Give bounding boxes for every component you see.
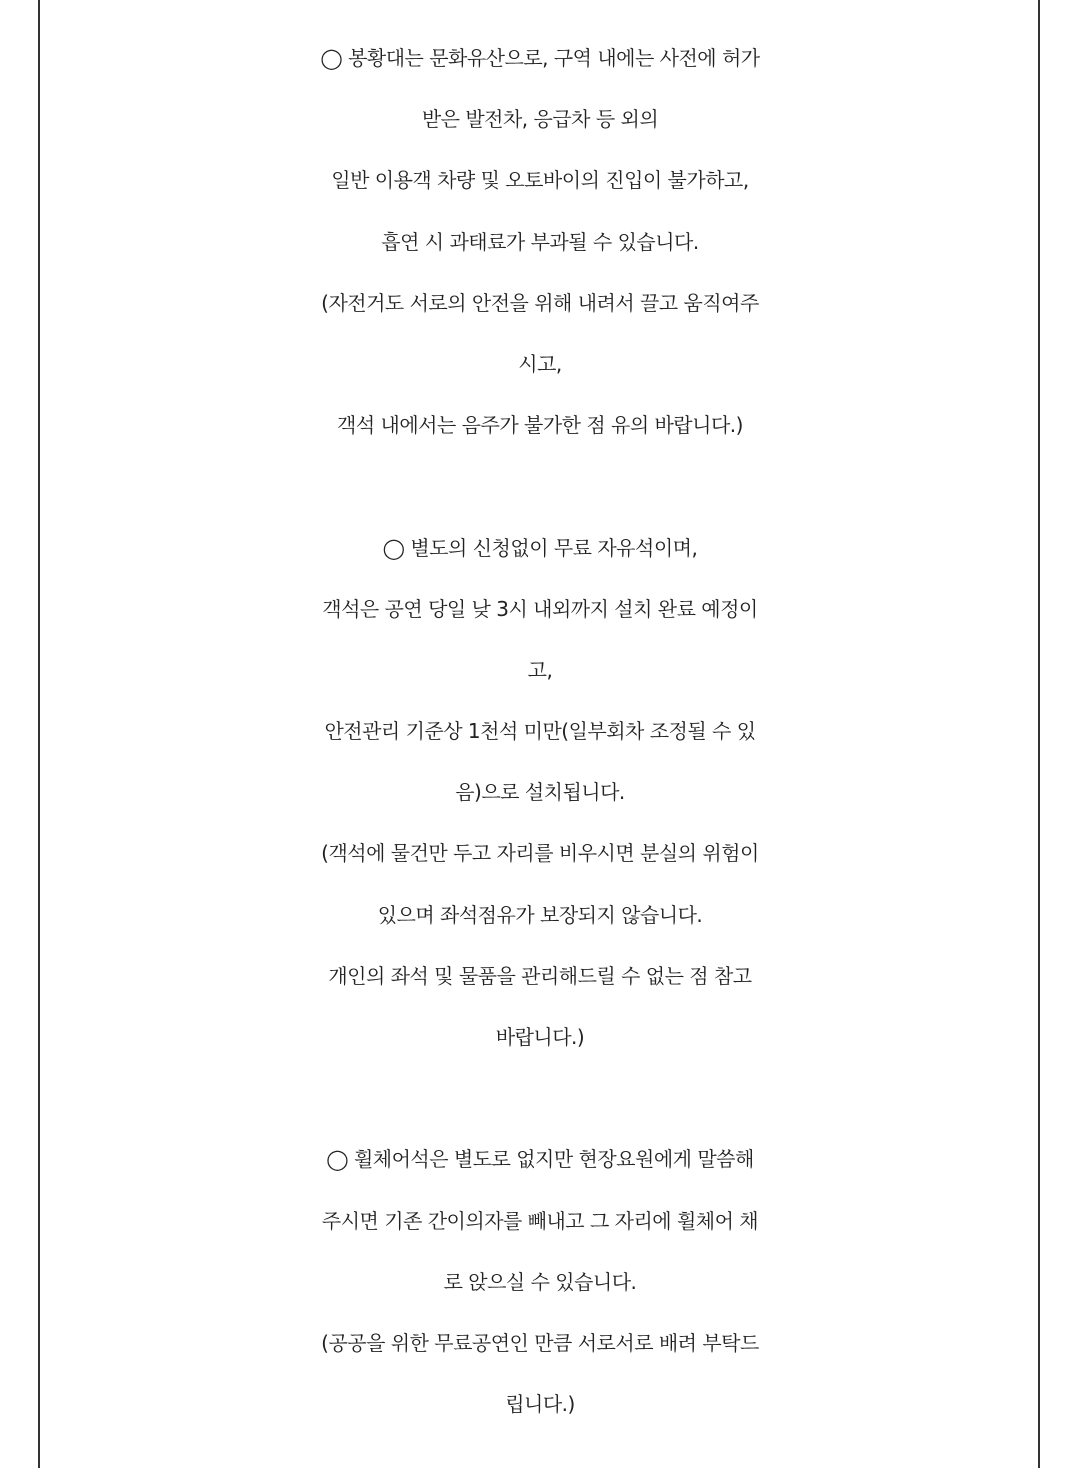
notice-line: 객석 내에서는 음주가 불가한 점 유의 바랍니다.): [337, 413, 743, 438]
notice-line: 객석은 공연 당일 낮 3시 내외까지 설치 완료 예정이: [322, 596, 758, 621]
notice-line: 립니다.): [505, 1392, 575, 1417]
notice-line: (자전거도 서로의 안전을 위해 내려서 끌고 움직여주: [321, 290, 759, 315]
notice-line: ◯ 별도의 신청없이 무료 자유석이며,: [382, 535, 698, 560]
notice-line: 있으며 좌석점유가 보장되지 않습니다.: [377, 902, 703, 927]
notice-section-heritage-zone: [40, 28, 1040, 456]
section-spacer: [40, 1068, 1040, 1129]
notice-line: 바랍니다.): [495, 1025, 585, 1049]
notice-line: (객석에 물건만 두고 자리를 비우시면 분실의 위험이: [321, 841, 759, 866]
notice-line: 흡연 시 과태료가 부과될 수 있습니다.: [381, 229, 699, 254]
notice-body: [40, 28, 1040, 1435]
notice-line: 일반 이용객 차량 및 오토바이의 진입이 불가하고,: [331, 168, 749, 193]
section-spacer: [40, 456, 1040, 517]
notice-line: ◯ 휠체어석은 별도로 없지만 현장요원에게 말씀해: [326, 1147, 754, 1172]
notice-line: 받은 발전차, 응급차 등 외의: [421, 107, 659, 132]
notice-section-free-seating: [40, 518, 1040, 1069]
notice-line: 음)으로 설치됩니다.: [455, 780, 625, 805]
notice-section-wheelchair-seating: [40, 1129, 1040, 1435]
notice-line: ◯ 봉황대는 문화유산으로, 구역 내에는 사전에 허가: [320, 46, 760, 70]
notice-line: 고,: [527, 657, 553, 682]
notice-line: 안전관리 기준상 1천석 미만(일부회차 조정될 수 있: [324, 719, 756, 744]
notice-line: 시고,: [518, 351, 562, 376]
notice-line: (공공을 위한 무료공연인 만큼 서로서로 배려 부탁드: [321, 1330, 759, 1355]
notice-line: 로 앉으실 수 있습니다.: [443, 1269, 637, 1294]
notice-line: 주시면 기존 간이의자를 빼내고 그 자리에 휠체어 채: [321, 1208, 759, 1233]
notice-line: 개인의 좌석 및 물품을 관리해드릴 수 없는 점 참고: [328, 963, 752, 988]
